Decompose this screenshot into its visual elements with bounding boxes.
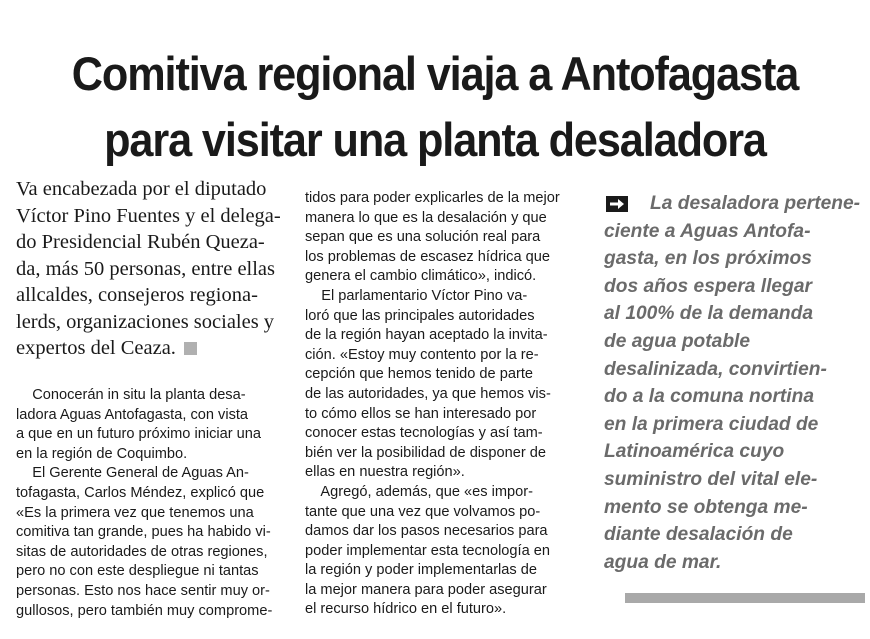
body-line: tante que una vez que volvamos po- [305, 503, 541, 520]
headline-line: para visitar una planta desaladora [104, 113, 766, 167]
pull-quote-line: diante desalación de [604, 524, 793, 546]
lede-line: do Presidencial Rubén Queza- [16, 231, 265, 253]
pull-quote-line: ciente a Aguas Antofa- [604, 220, 811, 242]
headline [35, 41, 835, 173]
body-line: conocer estas tecnologías y así tam- [305, 425, 543, 442]
lede-line: Va encabezada por el diputado [16, 178, 267, 200]
body-line: Agregó, además, que «es impor- [305, 483, 533, 500]
lede-line: expertos del Ceaza. [16, 337, 176, 359]
body-line: «Es la primera vez que tenemos una [16, 504, 254, 521]
lede-line: allcaldes, consejeros regiona- [16, 284, 258, 306]
body-line: ellas en nuestra región». [305, 464, 465, 481]
lede-line: Víctor Pino Fuentes y el delega- [16, 204, 281, 227]
body-line: to cómo ellos se han interesado por [305, 405, 537, 422]
body-line: comitiva tan grande, pues ha habido vi- [16, 524, 271, 541]
body-line: pero no con este despliegue ni tantas [16, 563, 259, 580]
body-line: genera el cambio climático», indicó. [305, 268, 537, 285]
body-line: tofagasta, Carlos Méndez, explicó que [16, 484, 265, 501]
body-line: el recurso hídrico en el futuro». [305, 601, 507, 618]
body-line: manera lo que es la desalación y que [305, 209, 547, 226]
pull-quote-line: suministro del vital ele- [604, 468, 818, 490]
lede-line: lerds, organizaciones sociales y [16, 310, 275, 333]
pull-quote-line: agua de mar. [604, 551, 722, 573]
body-line: la región y poder implementarlas de [305, 562, 538, 579]
body-line: gullosos, pero también muy comprome- [16, 602, 273, 619]
body-column-1 [16, 386, 288, 621]
body-line: personas. Esto nos hace sentir muy or- [16, 582, 270, 599]
body-line: sitas de autoridades de otras regiones, [16, 543, 268, 560]
body-line: El Gerente General de Aguas An- [16, 465, 249, 482]
body-line: de la región hayan aceptado la invita- [305, 327, 548, 344]
lede-paragraph [16, 176, 284, 362]
pull-quote-line: do a la comuna nortina [604, 386, 815, 408]
pull-quote-line: desalinizada, convirtien- [604, 358, 827, 380]
body-line: loró que las principales autoridades [305, 307, 535, 324]
end-square-icon [184, 342, 197, 355]
pull-quote-line: al 100% de la demanda [604, 303, 814, 325]
body-line: bién ver la posibilidad de disponer de [305, 444, 546, 461]
pull-quote-line: Latinoamérica cuyo [604, 441, 785, 463]
pull-quote-line: dos años espera llegar [604, 275, 812, 297]
body-line: en la región de Coquimbo. [16, 445, 188, 462]
body-line: los problemas de escasez hídrica que [305, 248, 550, 265]
body-column-2 [305, 189, 573, 620]
body-line: a que en un futuro próximo iniciar una [16, 426, 262, 443]
body-line: poder implementar esta tecnología en [305, 542, 551, 559]
body-line: cepción que hemos tenido de parte [305, 366, 533, 383]
body-line: de las autoridades, ya que hemos vis- [305, 385, 551, 402]
lede-line-last [16, 335, 284, 362]
body-line: la mejor manera para poder asegurar [305, 581, 547, 598]
body-line: ladora Aguas Antofagasta, con vista [16, 406, 249, 423]
pull-quote [604, 190, 866, 576]
body-line: Conocerán in situ la planta desa- [16, 387, 246, 403]
headline-line: Comitiva regional viaja a Antofagasta [71, 47, 799, 101]
body-line: damos dar los pasos necesarios para [305, 523, 548, 540]
body-line: tidos para poder explicarles de la mejor [305, 190, 560, 206]
body-line: ción. «Estoy muy contento por la re- [305, 346, 539, 363]
pull-quote-line: mento se obtenga me- [604, 496, 808, 518]
body-line: El parlamentario Víctor Pino va- [305, 287, 528, 304]
pull-quote-line: La desaladora pertene- [650, 193, 861, 214]
pull-quote-line: de agua potable [604, 330, 751, 352]
pull-quote-bottom-bar [625, 593, 865, 603]
lede-line: da, más 50 personas, entre ellas [16, 257, 276, 280]
pull-quote-line: gasta, en los próximos [604, 248, 812, 270]
pull-quote-line: en la primera ciudad de [604, 413, 819, 435]
body-line: sepan que es una solución real para [305, 229, 541, 246]
